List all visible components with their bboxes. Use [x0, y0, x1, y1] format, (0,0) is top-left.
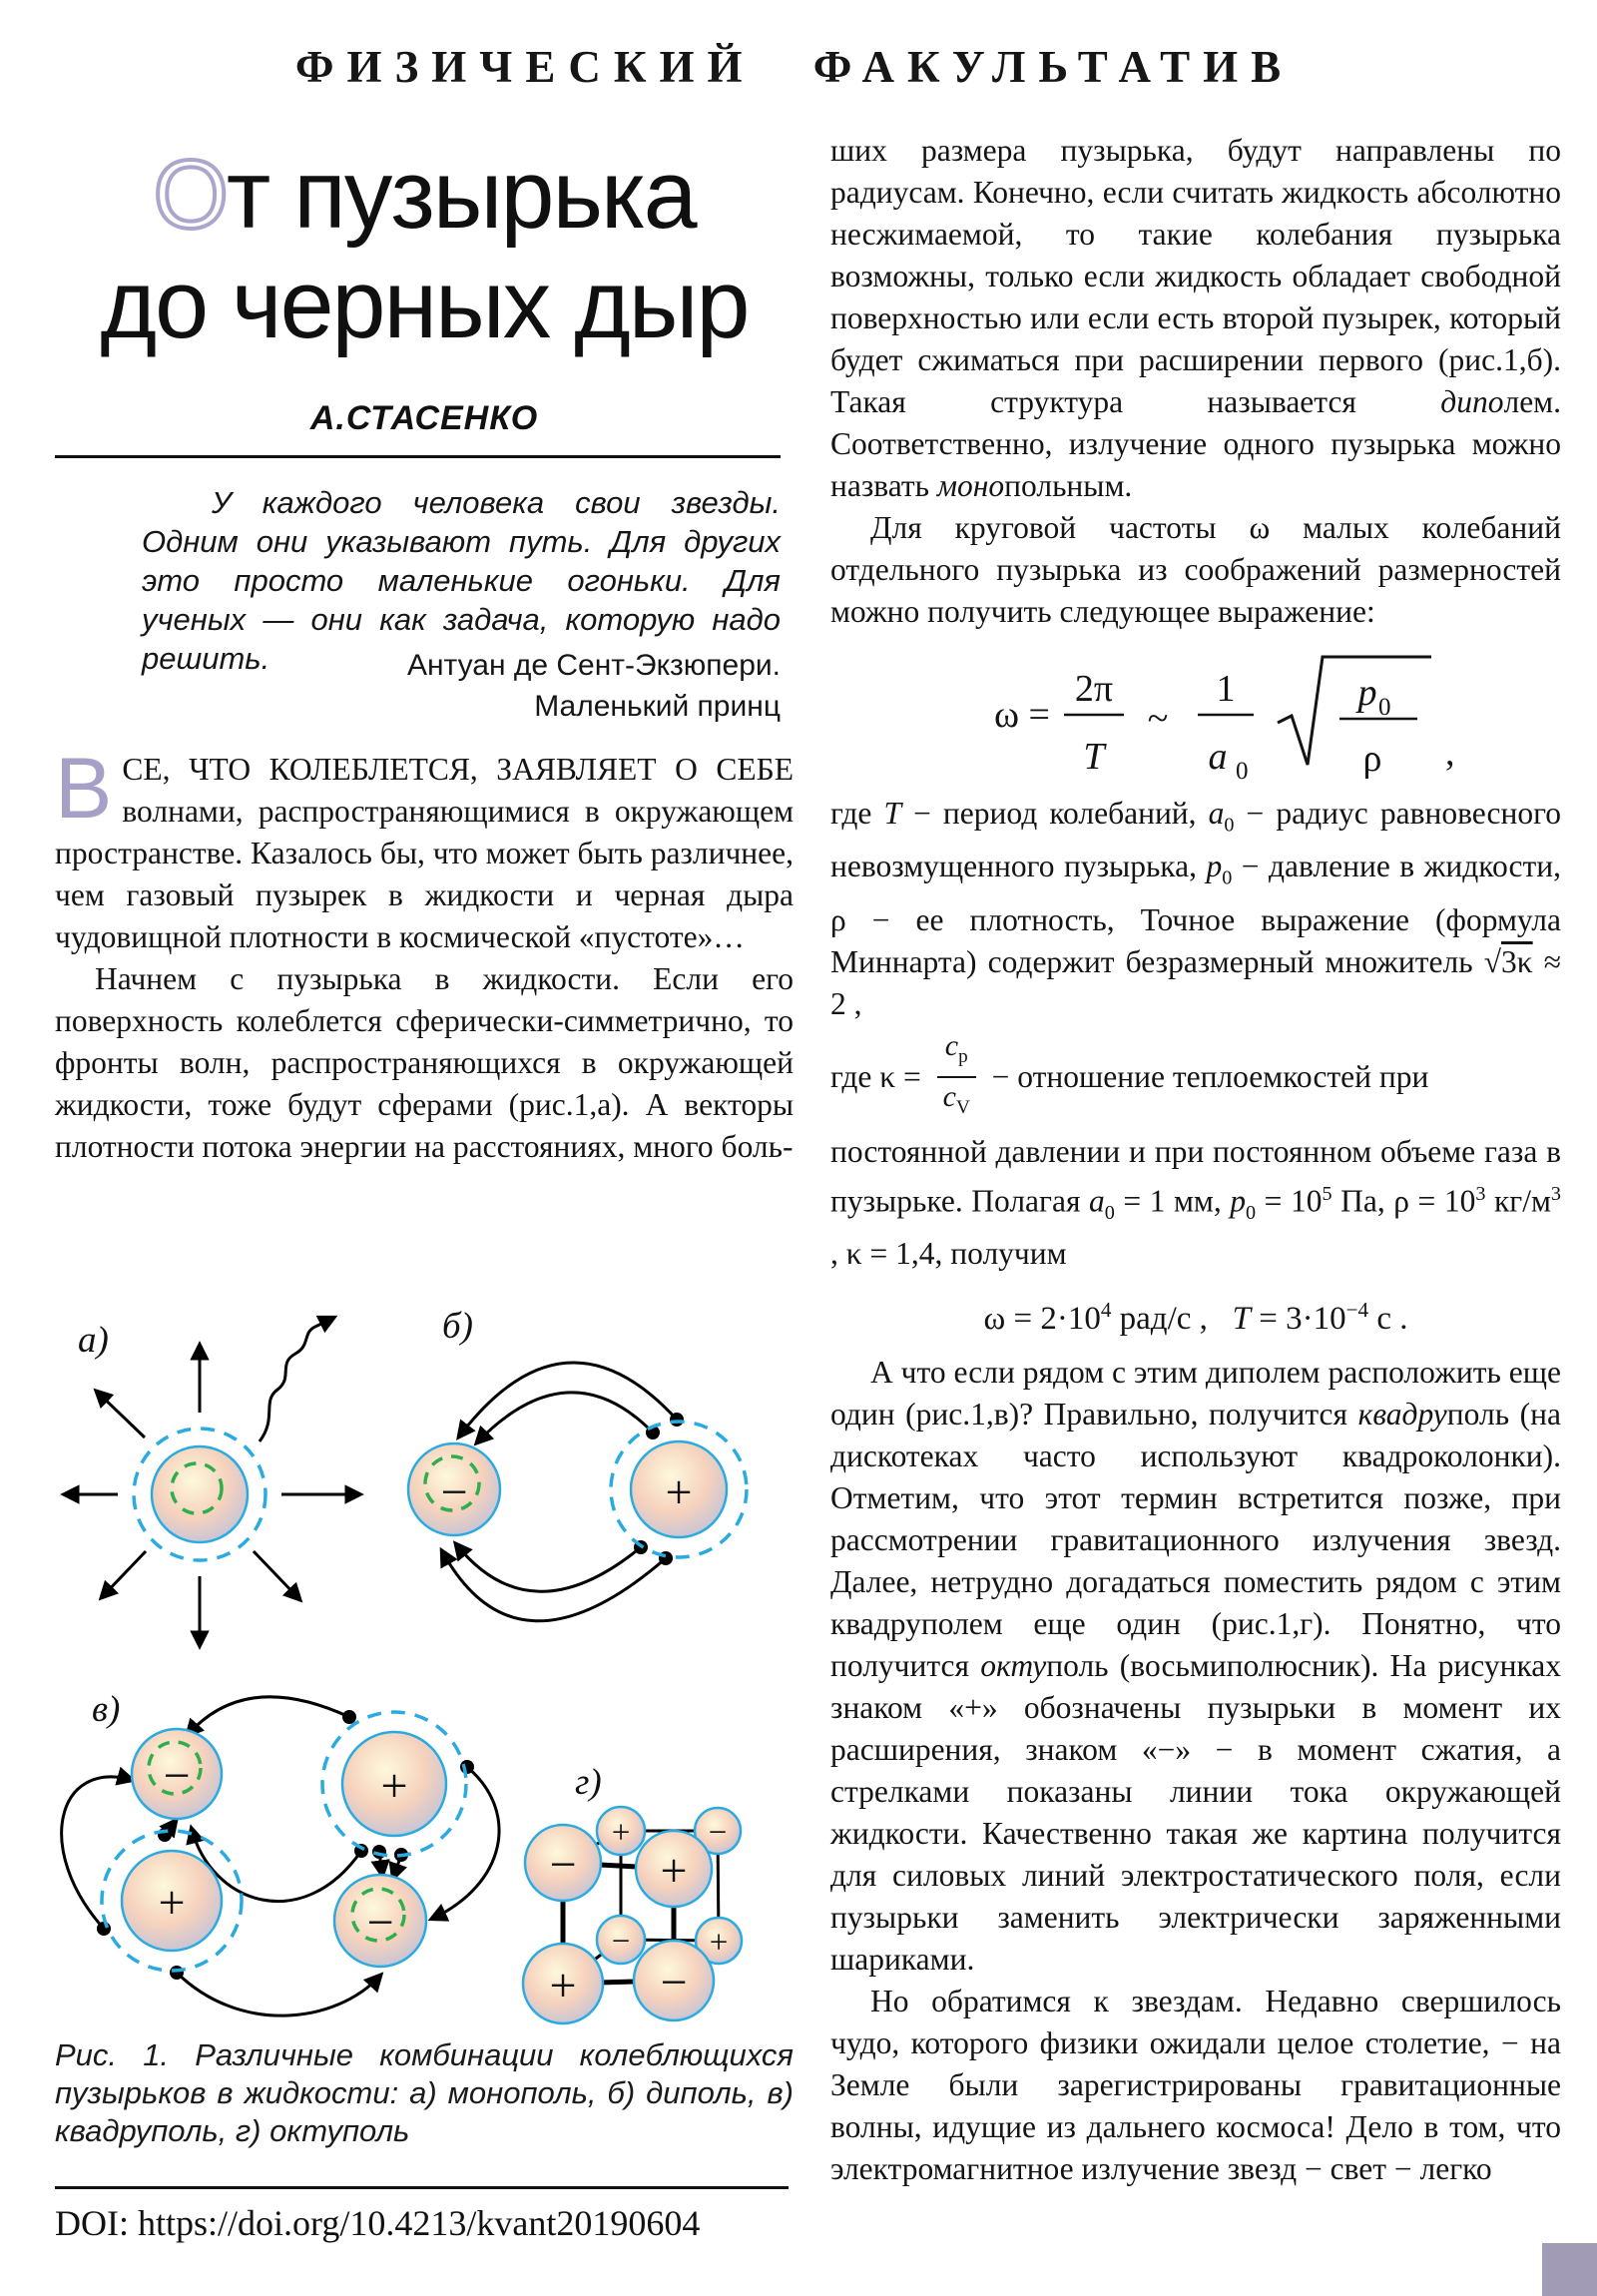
svg-text:+: +: [709, 1925, 729, 1961]
paragraph-frequency: Для круговой частоты ω малых колебаний отдельного пузырька из соображений размерностей можно получить следующее выражение:: [830, 510, 1561, 629]
svg-text:ρ: ρ: [1362, 738, 1382, 780]
paragraph-intro-lead: СЕ, ЧТО КОЛЕБЛЕТСЯ, ЗАЯВЛЯЕТ О СЕБЕ: [122, 752, 794, 787]
svg-text:ω =: ω =: [994, 694, 1050, 736]
paragraph-continuation: ших размера пузырька, будут направлены по радиусам. Конечно, если считать жидкость абсолютно несжимаемой, то такие колебания пузырька возможны, только если жидкость обладает свободной поверхностью или если есть второй пузырек, который будет сжиматься при расширении первого (рис.1,б). Такая структура называется диполем. Соответственно, излучение одного пузырька можно назвать монопольным.: [830, 133, 1561, 503]
attribution-line-1: Антуан де Сент-Экзюпери.: [406, 649, 781, 682]
doi-link[interactable]: https://doi.org/10.4213/kvant20190604: [138, 2203, 701, 2243]
left-column: [55, 741, 794, 1168]
figure-caption: Рис. 1. Различные комбинации колеблющихся пузырьков в жидкости: а) монополь, б) диполь, в) квадруполь, г) октуполь: [55, 2037, 794, 2148]
svg-text:−: −: [611, 1924, 631, 1960]
paragraph-values: постоянной давлении и при постоянном объеме газа в пузырьке. Полагая $a_0 = 1$ мм, $p_0 = 10^5$ Па, $\rho = 10^3$ $кг/м^3$ , κ = 1,4, получим: [830, 1133, 1561, 1272]
svg-text:+: +: [660, 1844, 688, 1898]
plus-sign: +: [158, 1876, 186, 1930]
svg-text:2π: 2π: [1074, 668, 1114, 710]
svg-text:+: +: [611, 1815, 631, 1851]
title-initial-letter: О: [153, 140, 227, 249]
svg-text:p: p: [1357, 672, 1377, 714]
monopole-diagram: [65, 1318, 359, 1645]
author-divider: [55, 455, 781, 458]
svg-text:−: −: [549, 1838, 577, 1892]
svg-text:~: ~: [1147, 698, 1169, 740]
minus-sign: −: [163, 1749, 191, 1803]
figure-1-drawing: [50, 1290, 798, 2033]
dipole-diagram: [408, 1306, 747, 1621]
paragraph-intro: [55, 741, 794, 958]
doi-label: DOI:: [55, 2203, 129, 2243]
page-title: [55, 140, 794, 359]
quadrupole-diagram: [62, 1689, 499, 2015]
svg-text:−: −: [660, 1956, 688, 2009]
svg-text:,: ,: [1445, 732, 1455, 774]
paragraph-intro-rest: волнами, распространяющимися в окружающем пространстве. Казалось бы, что может быть различнее, чем газовый пузырек в жидкости и черная дыра чудовищной плотности в космической «пустоте»…: [55, 794, 794, 954]
svg-text:1: 1: [1216, 668, 1236, 710]
epigraph: У каждого человека свои звезды. Одним они указывают путь. Для других это просто маленькие огоньки. Для ученых — они как задача, которую надо решить.: [142, 485, 781, 676]
label-a: а): [78, 1320, 109, 1361]
kappa-definition: где κ = $\frac{c_p}{c_V}$ − отношение теплоемкостей при: [830, 1029, 1561, 1125]
section-banner-text: ФИЗИЧЕСКИЙ ФАКУЛЬТАТИВ: [294, 41, 1295, 92]
right-column: [830, 130, 1561, 2190]
section-banner: [140, 8, 1449, 125]
epigraph-attribution: [142, 645, 781, 727]
paragraph-bubble-start: Начнем с пузырька в жидкости. Если его поверхность колеблется сферически-симметрично, то фронты волн, распространяющихся в окружающей жидкости, тоже будут сферами (рис.1,а). А векторы плотности потока энергии на расстояниях, много боль-: [55, 961, 794, 1164]
svg-text:−: −: [708, 1815, 728, 1851]
minus-sign: −: [366, 1896, 394, 1950]
attribution-line-2: Маленький принц: [534, 690, 781, 723]
svg-text:0: 0: [1378, 694, 1391, 721]
plus-sign: +: [665, 1465, 693, 1519]
paragraph-stars: Но обратимся к звездам. Недавно свершилось чудо, которого физики ожидали целое столетие, − на Земле были зарегистрированы гравитационные волны, идущие из дальнего космоса! Дело в том, что электромагнитное излучение звезд − свет − легко: [830, 1984, 1561, 2187]
figure-1: [50, 1290, 798, 2033]
svg-text:0: 0: [1236, 758, 1249, 785]
radical-sign: [1278, 657, 1431, 765]
octupole-diagram: [523, 1762, 742, 2023]
heat-capacity-fraction: $\frac{c_p}{c_V}$: [937, 1029, 976, 1125]
label-b: б): [442, 1306, 473, 1347]
page-corner-marker: [1542, 2243, 1597, 2296]
svg-text:a: a: [1208, 736, 1228, 778]
paragraph-quadrupole: А что если рядом с этим диполем расположить еще один (рис.1,в)? Правильно, получится квадруполь (на дискотеках часто используют квадроколонки). Отметим, что этот термин встретится позже, при рассмотрении гравитационного излучения звезд. Далее, нетрудно догадаться поместить рядом с этим квадруполем еще один (рис.1,г). Понятно, что получится октуполь (восьмиполюсник). На рисунках знаком «+» обозначены пузырьки в момент их расширения, знаком «−» − в момент сжатия, а стрелками показаны линии тока окружающей жидкости. Качественно такая же картина получится для силовых линий электростатического поля, если пузырьки заменить электрически заряженными шариками.: [830, 1355, 1562, 1978]
svg-text:+: +: [549, 1959, 577, 2012]
wavy-radiation-arrow: [260, 1318, 333, 1441]
drop-cap: В: [55, 741, 113, 837]
doi-line: [55, 2202, 813, 2244]
author-name: А.СТАСЕНКО: [309, 399, 539, 437]
title-line-1: От пузырька: [153, 140, 696, 249]
doi-divider: [55, 2186, 789, 2189]
paragraph-symbols: где T − период колебаний, $a_0$ − радиус равновесного невозмущенного пузырька, $p_0$ − давление в жидкости, ρ − ее плотность, Точное выражение (формула Миннарта) содержит безразмерный множитель √3κ ≈ 2 ,: [830, 796, 1561, 1021]
label-g: г): [575, 1762, 602, 1803]
bubble: [152, 1446, 248, 1542]
minus-sign: −: [440, 1465, 468, 1519]
title-line-2: до черных дыр: [100, 250, 749, 358]
plus-sign: +: [380, 1759, 408, 1813]
label-v: в): [92, 1689, 121, 1730]
quadrupole-flow-arrows: [62, 1697, 499, 2015]
minnaert-formula: [846, 637, 1545, 787]
svg-text:T: T: [1083, 736, 1105, 778]
numeric-result-formula: $\omega = 2\cdot 10^4$ рад/с , $T = 3\cdot 10^{-4}$ с .: [983, 1298, 1408, 1338]
